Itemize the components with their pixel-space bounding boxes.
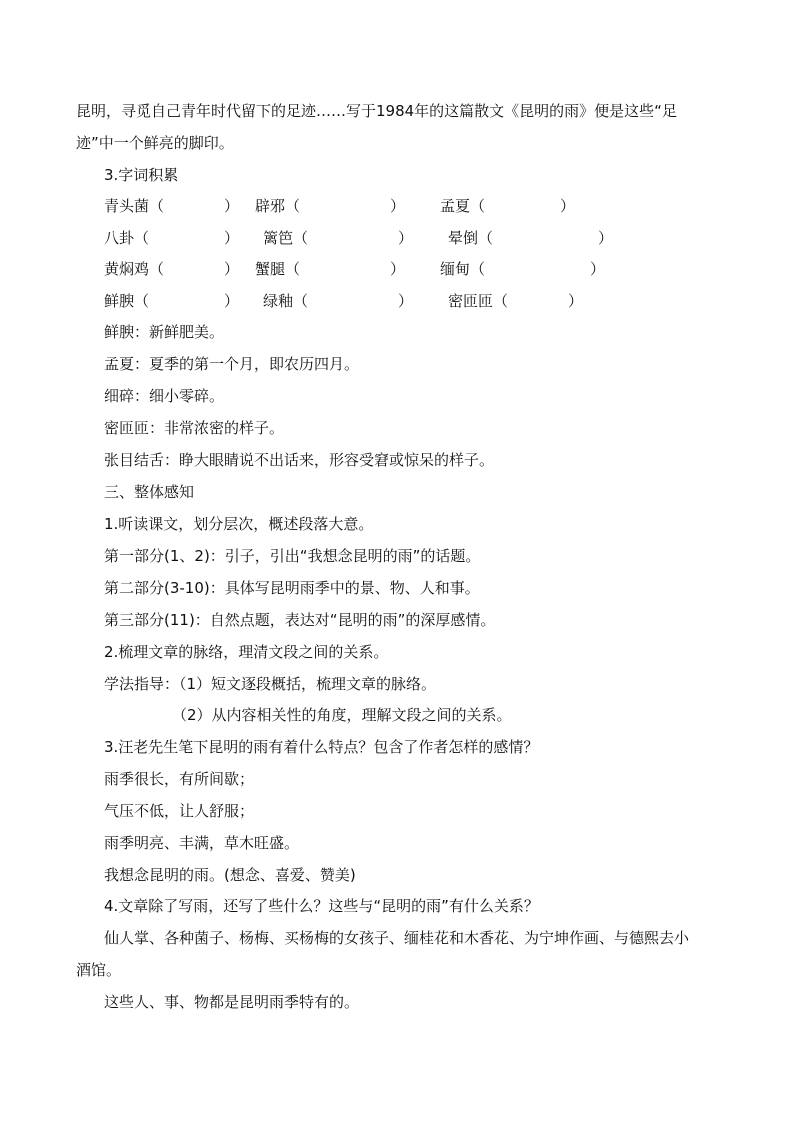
vocab-item: 蟹腿（ ） [255, 260, 406, 278]
answer-line: 我想念昆明的雨。(想念、喜爱、赞美) [104, 866, 356, 884]
part-summary: 第一部分(1、2)：引子，引出“我想念昆明的雨”的话题。 [104, 547, 481, 565]
vocab-item: 黄焖鸡（ ） [104, 260, 240, 278]
vocab-row-2 [0, 228, 794, 248]
vocab-row-1 [0, 196, 794, 216]
question-3: 3.汪老先生笔下昆明的雨有着什么特点？包含了作者怎样的感情？ [104, 738, 539, 756]
vocab-item: 辟邪（ ） [255, 197, 406, 215]
method-guide-1: 学法指导：（1）短文逐段概括，梳理文章的脉络。 [104, 675, 437, 693]
answer-4-conclusion: 这些人、事、物都是昆明雨季特有的。 [104, 993, 360, 1011]
vocab-row-3 [0, 259, 794, 279]
part-summary: 第二部分(3-10)：具体写昆明雨季中的景、物、人和事。 [104, 579, 480, 597]
vocab-item: 缅甸（ ） [440, 260, 606, 278]
vocab-item: 绿釉（ ） [263, 292, 414, 310]
answer-4-line-2: 酒馆。 [76, 961, 122, 979]
vocab-item: 篱笆（ ） [263, 229, 414, 247]
question-4: 4.文章除了写雨，还写了些什么？这些与“昆明的雨”有什么关系？ [104, 897, 539, 915]
answer-line: 气压不低，让人舒服； [104, 802, 255, 820]
vocab-item: 孟夏（ ） [440, 197, 576, 215]
definition: 鲜腴：新鲜肥美。 [104, 323, 225, 341]
answer-4-line-1: 仙人掌、各种菌子、杨梅、买杨梅的女孩子、缅桂花和木香花、为宁坤作画、与德熙去小 [104, 929, 690, 947]
section-heading: 三、整体感知 [104, 483, 195, 501]
definition: 张目结舌：睁大眼睛说不出话来，形容受窘或惊呆的样子。 [104, 451, 495, 469]
vocab-heading: 3.字词积累 [104, 166, 179, 184]
vocab-item: 八卦（ ） [104, 229, 240, 247]
method-guide-2: （2）从内容相关性的角度，理解文段之间的关系。 [172, 706, 512, 724]
intro-line-1: 昆明，寻觅自己青年时代留下的足迹……写于1984年的这篇散文《昆明的雨》便是这些“足 [76, 102, 677, 120]
intro-line-2: 迹”中一个鲜亮的脚印。 [76, 134, 234, 152]
answer-line: 雨季明亮、丰满，草木旺盛。 [104, 834, 300, 852]
vocab-row-4 [0, 291, 794, 311]
question-1: 1.听读课文，划分层次，概述段落大意。 [104, 515, 374, 533]
question-2: 2.梳理文章的脉络，理清文段之间的关系。 [104, 643, 389, 661]
definition: 孟夏：夏季的第一个月，即农历四月。 [104, 355, 360, 373]
definition: 细碎：细小零碎。 [104, 387, 225, 405]
vocab-item: 晕倒（ ） [448, 229, 614, 247]
vocab-item: 青头菌（ ） [104, 197, 240, 215]
vocab-item: 密匝匝（ ） [448, 292, 584, 310]
vocab-item: 鲜腴（ ） [104, 292, 240, 310]
definition: 密匝匝：非常浓密的样子。 [104, 419, 285, 437]
part-summary: 第三部分(11)：自然点题，表达对“昆明的雨”的深厚感情。 [104, 611, 496, 629]
answer-line: 雨季很长，有所间歇； [104, 770, 255, 788]
